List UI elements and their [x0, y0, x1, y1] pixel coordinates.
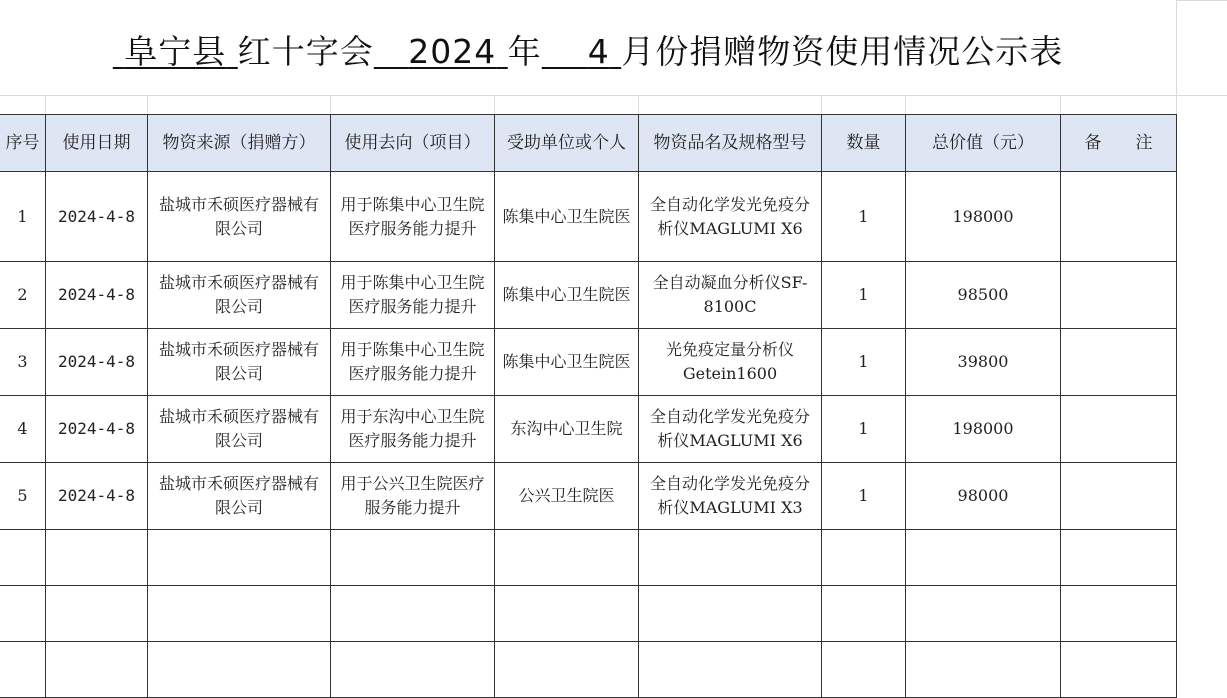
cell-item[interactable]	[639, 396, 822, 463]
cell-value[interactable]: 198000	[906, 172, 1061, 262]
empty-cell[interactable]	[148, 586, 331, 642]
cell-item-text: 全自动凝血分析仪SF-8100C	[652, 273, 808, 316]
cell-note[interactable]	[1061, 329, 1177, 396]
empty-cell[interactable]	[1061, 586, 1177, 642]
header-cell-item[interactable]: 物资品名及规格型号	[639, 115, 822, 172]
cell-note[interactable]	[1061, 463, 1177, 530]
empty-row	[0, 586, 1177, 642]
cell-qty[interactable]: 1	[822, 329, 906, 396]
cell-recipient-text: 陈集中心卫生院医	[502, 206, 631, 226]
cell-recipient[interactable]	[495, 396, 639, 463]
page-title	[0, 26, 1176, 73]
title-year-unit: 年	[507, 32, 542, 71]
cell-value[interactable]: 39800	[906, 329, 1061, 396]
cell-item[interactable]	[639, 463, 822, 530]
header-cell-note[interactable]: 备 注	[1061, 115, 1177, 172]
cell-item-text: 全自动化学发光免疫分析仪MAGLUMI X6	[649, 194, 810, 238]
cell-qty[interactable]: 1	[822, 262, 906, 329]
empty-cell[interactable]	[331, 586, 495, 642]
cell-source[interactable]	[148, 396, 331, 463]
cell-item[interactable]	[639, 262, 822, 329]
cell-value[interactable]: 98500	[906, 262, 1061, 329]
empty-cell[interactable]	[46, 530, 148, 586]
header-cell-purpose[interactable]: 使用去向（项目）	[331, 115, 495, 172]
cell-date[interactable]: 2024-4-8	[46, 396, 148, 463]
cell-date[interactable]: 2024-4-8	[46, 172, 148, 262]
cell-item-text: 全自动化学发光免疫分析仪MAGLUMI X3	[649, 474, 810, 517]
table-row	[0, 463, 1177, 530]
empty-cell[interactable]	[822, 586, 906, 642]
cell-date[interactable]: 2024-4-8	[46, 262, 148, 329]
empty-cell[interactable]	[639, 530, 822, 586]
title-band	[0, 0, 1176, 95]
header-cell-date[interactable]: 使用日期	[46, 115, 148, 172]
cell-purpose[interactable]	[331, 329, 495, 396]
donation-table	[0, 114, 1177, 698]
cell-source-text: 盐城市禾硕医疗器械有限公司	[158, 474, 319, 517]
cell-source-text: 盐城市禾硕医疗器械有限公司	[158, 407, 319, 450]
cell-qty[interactable]: 1	[822, 463, 906, 530]
cell-no[interactable]: 2	[0, 262, 46, 329]
title-county: 阜宁县	[124, 32, 227, 71]
empty-cell[interactable]	[148, 530, 331, 586]
cell-item[interactable]	[639, 329, 822, 396]
cell-purpose-text: 用于公兴卫生院医疗服务能力提升	[340, 474, 485, 517]
cell-purpose-text: 用于东沟中心卫生院医疗服务能力提升	[340, 407, 485, 450]
cell-no[interactable]: 4	[0, 396, 46, 463]
cell-purpose-text: 用于陈集中心卫生院医疗服务能力提升	[340, 340, 485, 383]
cell-date[interactable]: 2024-4-8	[46, 463, 148, 530]
cell-source-text: 盐城市禾硕医疗器械有限公司	[158, 273, 319, 316]
cell-item-text: 光免疫定量分析仪Getein1600	[665, 340, 794, 383]
cell-date[interactable]: 2024-4-8	[46, 329, 148, 396]
empty-cell[interactable]	[46, 586, 148, 642]
cell-recipient[interactable]	[495, 329, 639, 396]
header-cell-qty[interactable]: 数量	[822, 115, 906, 172]
cell-purpose[interactable]	[331, 172, 495, 262]
cell-no[interactable]: 1	[0, 172, 46, 262]
header-cell-no[interactable]: 序号	[0, 115, 46, 172]
cell-purpose-text: 用于陈集中心卫生院医疗服务能力提升	[340, 194, 485, 238]
title-year: 2024	[408, 32, 497, 71]
cell-no[interactable]: 3	[0, 329, 46, 396]
empty-row	[0, 530, 1177, 586]
empty-cell[interactable]	[639, 586, 822, 642]
cell-recipient-text: 东沟中心卫生院	[510, 419, 623, 438]
empty-cell[interactable]	[1061, 530, 1177, 586]
cell-note[interactable]	[1061, 396, 1177, 463]
table-row	[0, 329, 1177, 396]
empty-cell[interactable]	[495, 586, 639, 642]
cell-value[interactable]: 198000	[906, 396, 1061, 463]
title-month: 4	[587, 32, 610, 71]
cell-note[interactable]	[1061, 262, 1177, 329]
cell-purpose[interactable]	[331, 262, 495, 329]
cell-source[interactable]	[148, 262, 331, 329]
cell-purpose[interactable]	[331, 396, 495, 463]
title-org: 红十字会	[237, 32, 374, 71]
cell-source[interactable]	[148, 172, 331, 262]
cell-recipient[interactable]	[495, 172, 639, 262]
cell-source[interactable]	[148, 463, 331, 530]
table-row	[0, 172, 1177, 262]
cell-value[interactable]: 98000	[906, 463, 1061, 530]
empty-cell[interactable]	[822, 530, 906, 586]
cell-source-text: 盐城市禾硕医疗器械有限公司	[158, 340, 319, 383]
cell-purpose-text: 用于陈集中心卫生院医疗服务能力提升	[340, 273, 485, 316]
cell-recipient-text: 陈集中心卫生院医	[502, 352, 631, 371]
empty-cell[interactable]	[906, 530, 1061, 586]
cell-qty[interactable]: 1	[822, 396, 906, 463]
empty-cell[interactable]	[495, 530, 639, 586]
cell-recipient[interactable]	[495, 463, 639, 530]
empty-cell[interactable]	[331, 530, 495, 586]
cell-item-text: 全自动化学发光免疫分析仪MAGLUMI X6	[649, 407, 810, 450]
cell-purpose[interactable]	[331, 463, 495, 530]
table-row	[0, 262, 1177, 329]
empty-cell[interactable]	[0, 530, 46, 586]
cell-no[interactable]: 5	[0, 463, 46, 530]
cell-note[interactable]	[1061, 172, 1177, 262]
cell-source-text: 盐城市禾硕医疗器械有限公司	[158, 194, 319, 238]
title-suffix: 月份捐赠物资使用情况公示表	[621, 32, 1064, 71]
empty-cell[interactable]	[0, 586, 46, 642]
header-cell-source[interactable]: 物资来源（捐赠方）	[148, 115, 331, 172]
header-cell-recipient[interactable]: 受助单位或个人	[495, 115, 639, 172]
empty-cell[interactable]	[906, 586, 1061, 642]
cell-recipient-text: 公兴卫生院医	[518, 486, 615, 505]
cell-recipient-text: 陈集中心卫生院医	[502, 285, 631, 304]
cell-source[interactable]	[148, 329, 331, 396]
cell-item[interactable]	[639, 172, 822, 262]
header-cell-value[interactable]: 总价值（元）	[906, 115, 1061, 172]
header-row	[0, 115, 1177, 172]
cell-recipient[interactable]	[495, 262, 639, 329]
table-row	[0, 396, 1177, 463]
cell-qty[interactable]: 1	[822, 172, 906, 262]
